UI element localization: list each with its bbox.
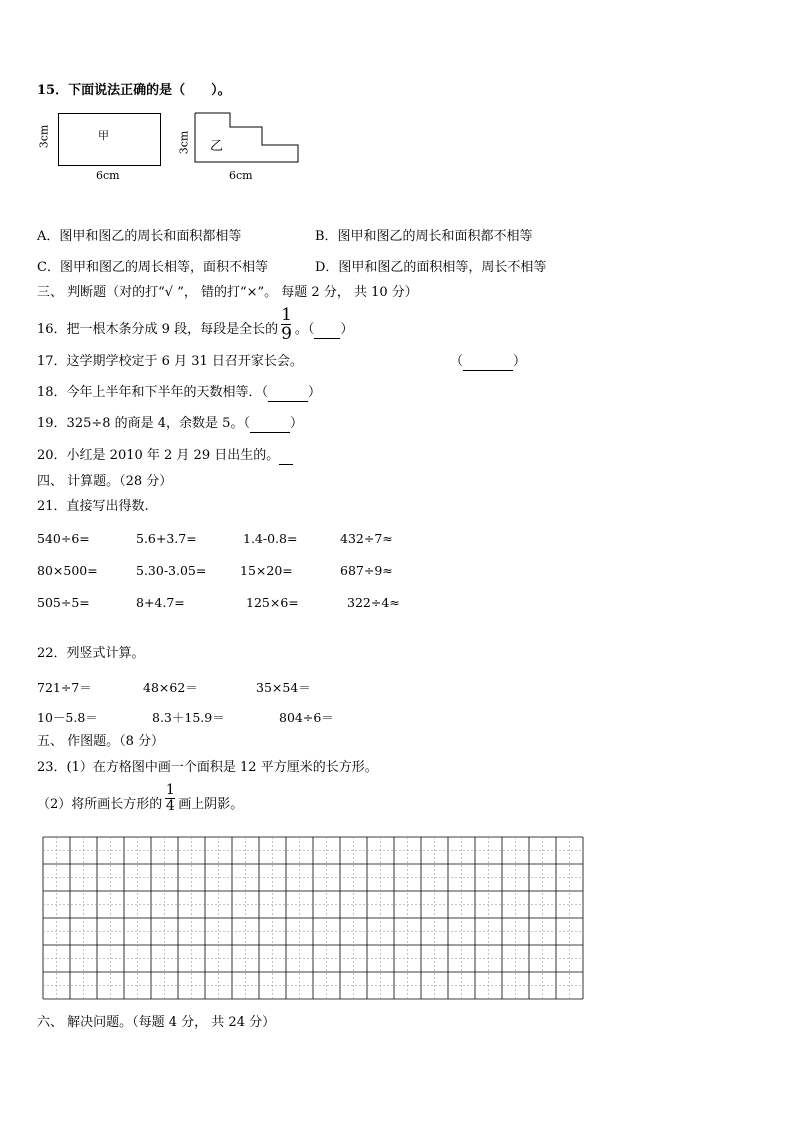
q21-item: 322÷4≈ xyxy=(347,595,400,610)
q21-item: 540÷6= xyxy=(37,531,90,546)
q21-item: 15×20= xyxy=(240,563,293,578)
q22-item: 48×62＝ xyxy=(143,680,198,695)
q22-item: 35×54＝ xyxy=(256,680,311,695)
q22-item: 804÷6＝ xyxy=(279,710,334,725)
figure-b-label: 乙 xyxy=(210,139,224,154)
q15-option-c: C．图甲和图乙的周长相等，面积不相等 xyxy=(37,260,268,275)
q22-item: 10－5.8＝ xyxy=(37,710,98,725)
figure-a-label: 甲 xyxy=(98,129,109,142)
q18: 18．今年上半年和下半年的天数相等．（ ） xyxy=(37,385,322,400)
q21-item: 5.6+3.7= xyxy=(136,531,197,546)
q23-part-1: 23．(1）在方格图中画一个面积是 12 平方厘米的长方形。 xyxy=(37,760,378,775)
q20: 20．小红是 2010 年 2 月 29 日出生的。 xyxy=(37,448,293,465)
figure-b-width: 6cm xyxy=(229,169,253,182)
q16-text: 16．把一根木条分成 9 段，每段是全长的 xyxy=(37,322,279,337)
figure-a-height: 3cm xyxy=(37,124,51,149)
q21-stem: 21．直接写出得数. xyxy=(37,499,149,514)
q15-option-b: B．图甲和图乙的周长和面积都不相等 xyxy=(315,229,533,244)
q23-fraction: $\frac{1}{4}$ xyxy=(165,782,175,814)
q22-item: 8.3＋15.9＝ xyxy=(152,710,225,725)
q17-answer-blank[interactable] xyxy=(463,354,513,371)
q16-fraction: $\frac{1}{9}$ xyxy=(281,305,292,344)
section-6-title: 六、 解决问题。（每题 4 分， 共 24 分） xyxy=(37,1015,276,1030)
q18-answer-blank[interactable] xyxy=(268,385,308,402)
q21-item: 505÷5= xyxy=(37,595,90,610)
section-5-title: 五、 作图题。（8 分） xyxy=(37,734,165,749)
q21-item: 125×6= xyxy=(246,595,299,610)
q17-text: 17．这学期学校定于 6 月 31 日召开家长会。 xyxy=(37,354,303,369)
q21-item: 432÷7≈ xyxy=(340,531,393,546)
q21-item: 1.4-0.8= xyxy=(243,531,298,546)
section-3-title: 三、 判断题（对的打“√ ”， 错的打“×”。 每题 2 分， 共 10 分） xyxy=(37,285,418,300)
q21-item: 687÷9≈ xyxy=(340,563,393,578)
section-4-title: 四、 计算题。（28 分） xyxy=(37,474,173,489)
q16: 16．把一根木条分成 9 段，每段是全长的 $\frac{1}{9}$ 。（ ） xyxy=(37,305,354,344)
q20-answer-blank[interactable] xyxy=(279,448,293,465)
q17-answer: （ ） xyxy=(450,354,527,369)
q16-answer-blank[interactable] xyxy=(314,322,340,339)
q21-item: 8+4.7= xyxy=(136,595,185,610)
figure-b-height: 3cm xyxy=(177,130,191,155)
q21-item: 80×500= xyxy=(37,563,98,578)
q21-item: 5.30-3.05= xyxy=(136,563,207,578)
square-grid[interactable] xyxy=(42,836,584,1000)
q19-answer-blank[interactable] xyxy=(250,416,290,433)
q15-stem: 15．下面说法正确的是（ ）。 xyxy=(37,83,231,98)
q22-stem: 22．列竖式计算。 xyxy=(37,646,145,661)
q19: 19．325÷8 的商是 4，余数是 5。（ ） xyxy=(37,416,303,431)
q15-option-d: D．图甲和图乙的面积相等，周长不相等 xyxy=(315,260,547,275)
q15-option-a: A．图甲和图乙的周长和面积都相等 xyxy=(37,229,242,244)
q23-part-2: （2）将所画长方形的 $\frac{1}{4}$ 画上阴影。 xyxy=(37,782,244,814)
q22-item: 721÷7＝ xyxy=(37,680,92,695)
figure-a-width: 6cm xyxy=(96,169,120,182)
figure-a xyxy=(58,113,161,166)
